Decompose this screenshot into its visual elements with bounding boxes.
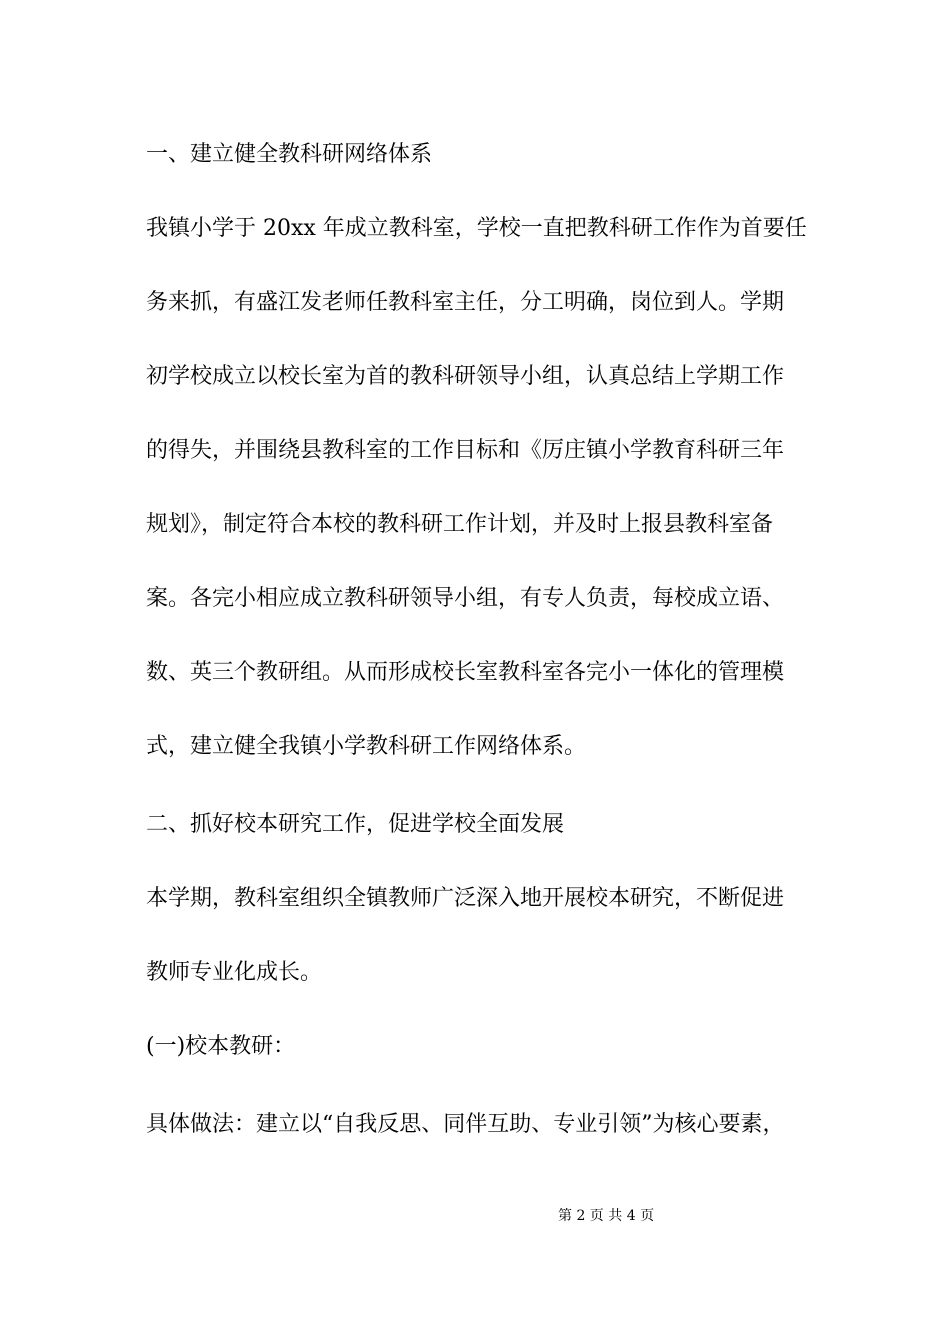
paragraph-line: 案。各完小相应成立教科研领导小组，有专人负责，每校成立语、	[146, 586, 785, 611]
heading-section-1: 一、建立健全教科研网络体系	[146, 142, 433, 167]
paragraph-line: 务来抓，有盛江发老师任教科室主任，分工明确，岗位到人。学期	[146, 290, 785, 315]
paragraph-line: 初学校成立以校长室为首的教科研领导小组，认真总结上学期工作	[146, 364, 785, 389]
heading-section-2: 二、抓好校本研究工作，促进学校全面发展	[146, 812, 565, 837]
paragraph-line: 具体做法：建立以“自我反思、同伴互助、专业引领”为核心要素，	[146, 1112, 785, 1137]
paragraph-line: 的得失，并围绕县教科室的工作目标和《厉庄镇小学教育科研三年	[146, 438, 785, 463]
paragraph-line: 数、英三个教研组。从而形成校长室教科室各完小一体化的管理模	[146, 660, 785, 685]
page-number-footer: 第 2 页 共 4 页	[558, 1208, 655, 1224]
paragraph-line: 我镇小学于 20xx 年成立教科室，学校一直把教科研工作作为首要任	[146, 216, 807, 241]
paragraph-line: 教师专业化成长。	[146, 960, 323, 985]
subheading-school-research: (一)校本教研：	[146, 1034, 296, 1059]
paragraph-line: 本学期，教科室组织全镇教师广泛深入地开展校本研究，不断促进	[146, 886, 785, 911]
paragraph-line: 式，建立健全我镇小学教科研工作网络体系。	[146, 734, 587, 759]
paragraph-line: 规划》，制定符合本校的教科研工作计划，并及时上报县教科室备	[146, 512, 774, 537]
